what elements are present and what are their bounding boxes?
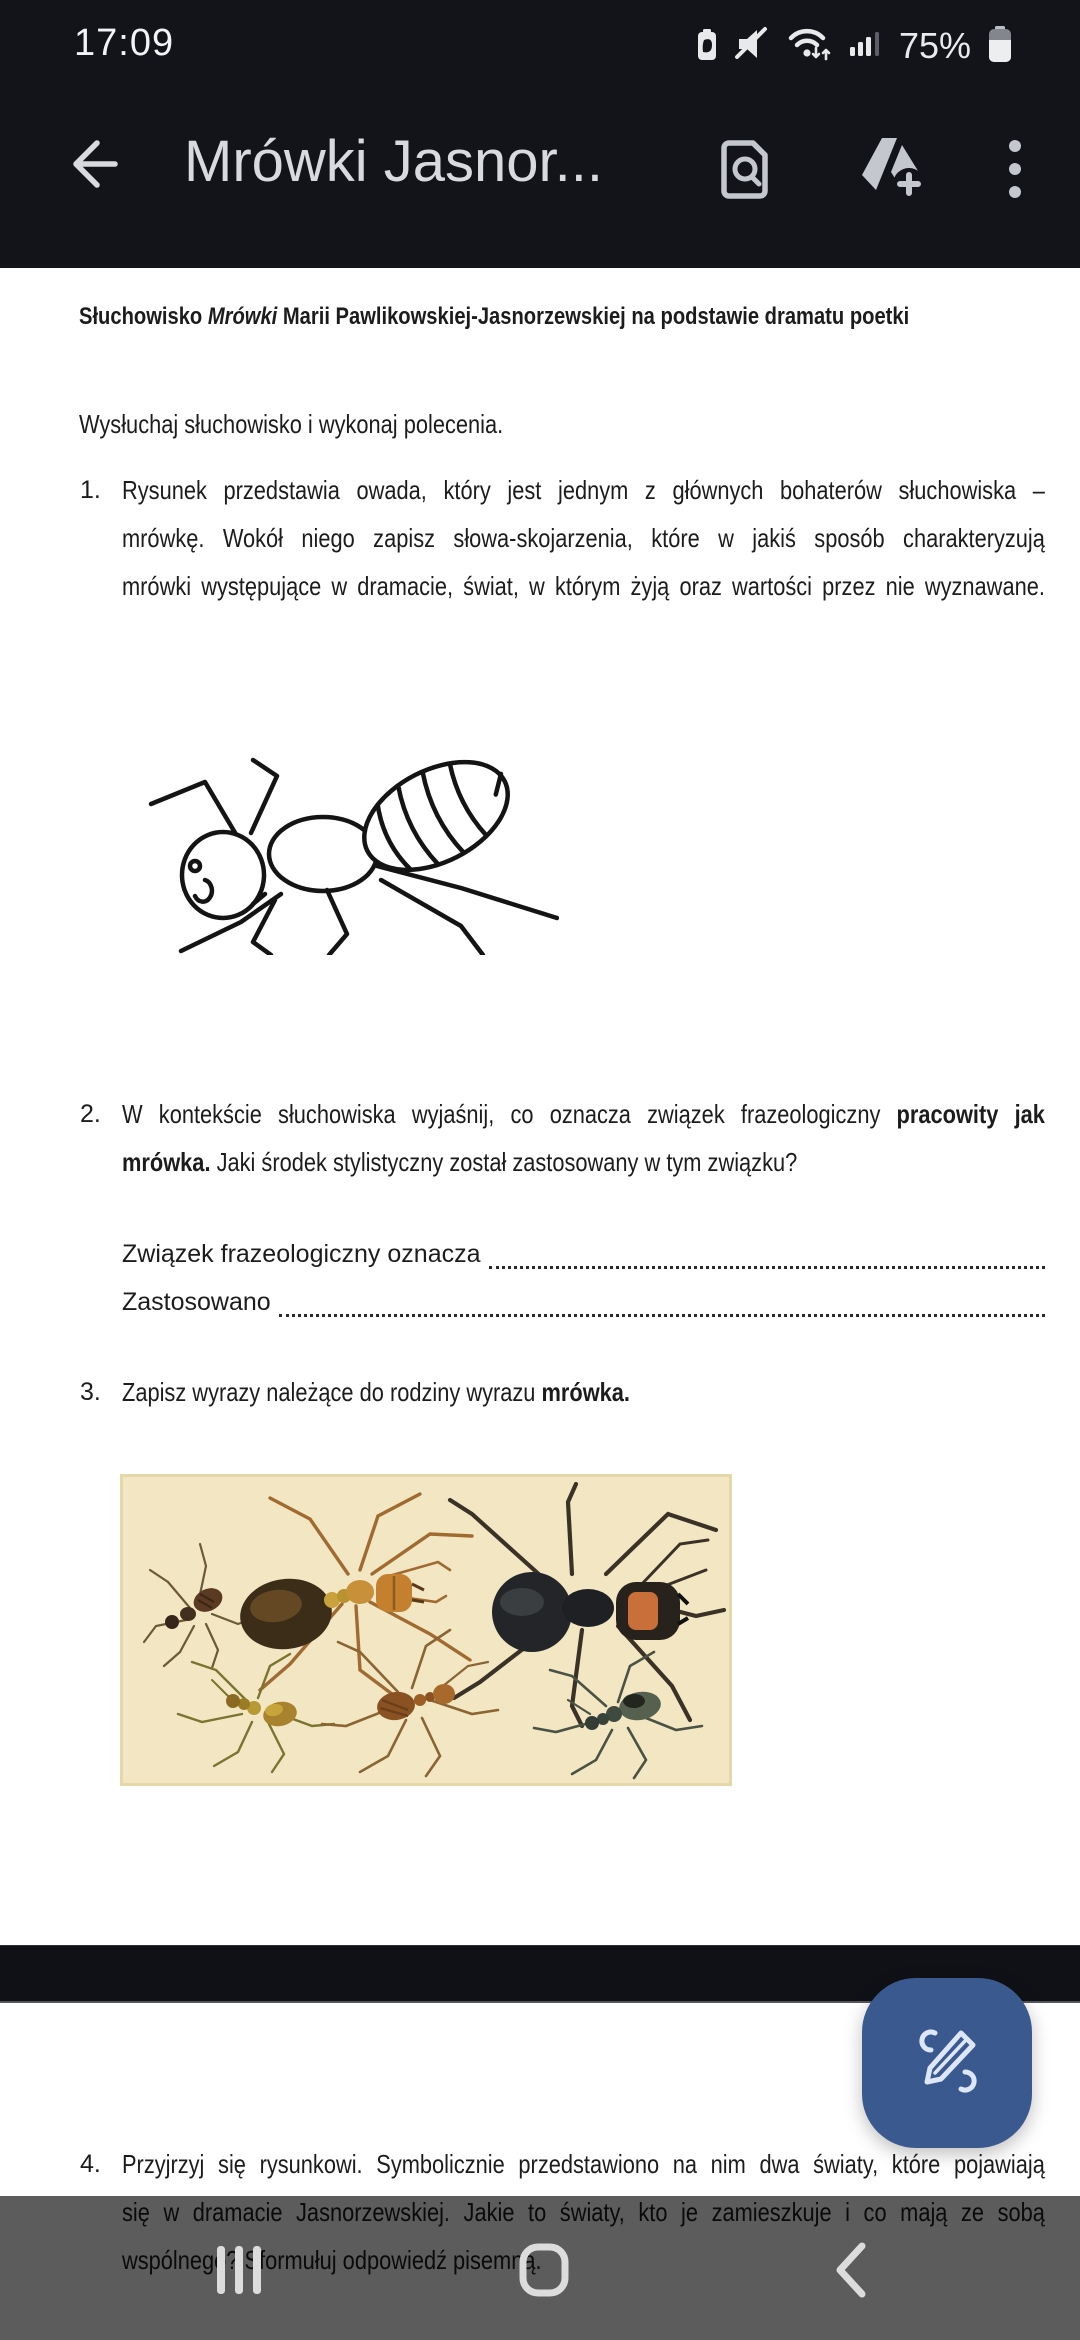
- home-icon: [519, 2243, 569, 2302]
- battery-percent-label: 75%: [898, 25, 971, 66]
- nav-back-button[interactable]: [795, 2234, 905, 2310]
- back-icon: [832, 2240, 868, 2305]
- app-bar: [0, 92, 1080, 268]
- annotate-pen-icon: [905, 2019, 989, 2108]
- battery-saver-icon: [691, 24, 719, 69]
- answer-line-1: Związek frazeologiczny oznacza: [122, 1230, 1045, 1278]
- add-to-drive-icon: [849, 132, 927, 211]
- status-bar: [0, 0, 1080, 92]
- find-in-document-button[interactable]: [703, 128, 789, 214]
- overflow-menu-button[interactable]: [972, 128, 1058, 214]
- recents-icon: [215, 2244, 263, 2301]
- worksheet-heading: Słuchowisko Mrówki Marii Pawlikowskiej-Jasnorzewskiej na podstawie dramatu poetki: [79, 303, 910, 330]
- answer-line-2: Zastosowano: [122, 1278, 1045, 1326]
- signal-icon: [848, 24, 884, 69]
- find-in-document-icon: [711, 134, 781, 209]
- back-button[interactable]: [52, 128, 128, 204]
- nav-home-button[interactable]: [489, 2234, 599, 2310]
- task-3: 3. Zapisz wyrazy należące do rodziny wyrazu mrówka.: [80, 1377, 631, 1407]
- nav-recents-button[interactable]: [184, 2234, 294, 2310]
- task-1: 1. Rysunek przedstawia owada, który jest jednym z głównych bohaterów słuchowiska – mrówkę. Wokół niego zapisz słowa-skojarzenia, które w jakiś sposób charakteryzują mrówki występujące w dramacie, świat, w którym żyją oraz wartości przez nie wyznawane.: [80, 475, 1045, 601]
- wifi-icon: [785, 24, 833, 69]
- ant-line-drawing: [131, 746, 559, 955]
- task-4: 4. Przyjrzyj się rysunkowi. Symbolicznie przedstawiono na nim dwa światy, które pojawiają: [80, 2149, 1045, 2179]
- add-to-drive-button[interactable]: [845, 128, 931, 214]
- annotate-fab[interactable]: [862, 1978, 1032, 2148]
- vintage-ants-plate: [120, 1474, 732, 1786]
- back-arrow-icon: [57, 131, 123, 202]
- document-title: Mrówki Jasnor...: [184, 129, 603, 194]
- worksheet-intro: Wysłuchaj słuchowisko i wykonaj polecenia.: [79, 409, 504, 439]
- overflow-menu-icon: [1006, 136, 1024, 207]
- mute-icon: [734, 24, 770, 69]
- task-2: 2. W kontekście słuchowiska wyjaśnij, co oznacza związek frazeologiczny pracowity jak mrówka. Jaki środek stylistyczny został zastosowany w tym związku?: [80, 1099, 1045, 1177]
- battery-icon: [986, 23, 1014, 70]
- status-clock: 17:09: [74, 22, 175, 64]
- top-chrome: [0, 0, 1080, 268]
